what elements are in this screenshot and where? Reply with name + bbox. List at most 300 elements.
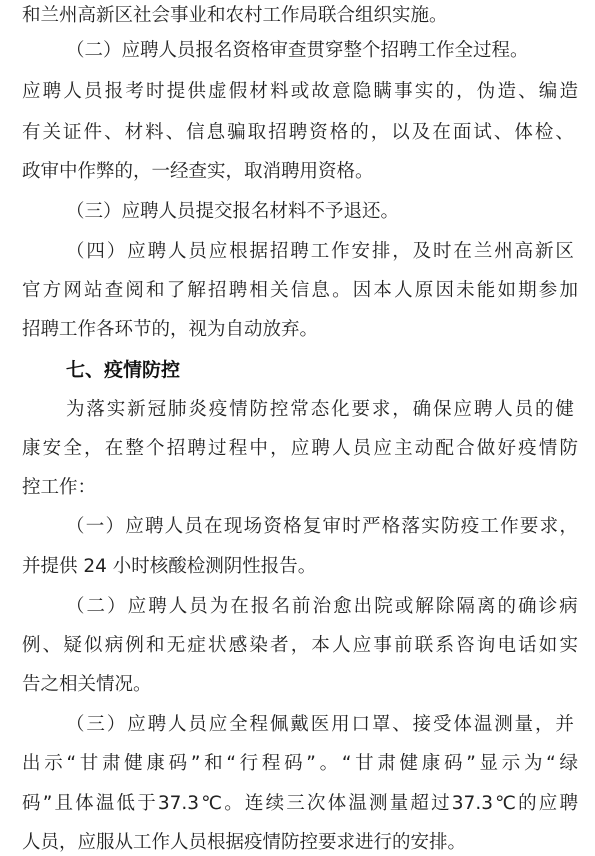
text-glyph: 解 <box>187 280 206 301</box>
text-glyph: 为 <box>209 596 229 617</box>
text-glyph: 在 <box>204 516 223 537</box>
text-glyph: 实 <box>414 81 434 102</box>
paragraph-line <box>22 633 578 659</box>
text-glyph: 假 <box>228 81 248 102</box>
text-glyph: 询 <box>476 635 496 656</box>
text-glyph: 人 <box>332 438 351 459</box>
text-glyph: 应 <box>208 714 228 735</box>
text-glyph: 用 <box>331 714 350 735</box>
text-glyph: ， <box>84 438 103 459</box>
text-glyph: 体 <box>327 793 347 814</box>
text-glyph: ， <box>392 399 411 420</box>
text-glyph: 故 <box>311 81 330 102</box>
text-glyph: 落 <box>86 399 105 420</box>
section-heading: 七、疫情防控 <box>66 359 181 381</box>
text-glyph: 人 <box>168 596 188 617</box>
text-glyph: 动 <box>414 438 434 459</box>
text-glyph: 了 <box>166 280 186 301</box>
text-glyph: 意 <box>332 81 351 102</box>
text-glyph: 在 <box>432 122 451 143</box>
text-glyph: 前 <box>394 635 413 656</box>
text-glyph: 严 <box>362 516 381 537</box>
text-glyph: 场 <box>243 516 263 537</box>
text-glyph: 聘 <box>147 714 167 735</box>
paragraph-line <box>66 397 574 423</box>
text-glyph: 控 <box>269 399 289 420</box>
text-glyph: 肃 <box>101 753 121 774</box>
text-glyph: 实 <box>106 399 126 420</box>
text-glyph: 资 <box>263 516 282 537</box>
text-glyph: 愈 <box>333 596 352 617</box>
text-glyph: 在 <box>230 596 249 617</box>
text-glyph: 提 <box>166 81 186 102</box>
text-glyph: 资 <box>309 122 328 143</box>
text-glyph: 求 <box>371 399 391 420</box>
text-glyph: 人 <box>167 241 187 262</box>
text-glyph: 者 <box>270 635 289 656</box>
text-glyph: 佩 <box>269 714 289 735</box>
text-glyph: 格 <box>329 122 349 143</box>
text-glyph: ℃ <box>495 793 516 814</box>
text-glyph: 事 <box>373 635 392 656</box>
text-glyph: 好 <box>497 438 516 459</box>
text-glyph: 个 <box>146 438 165 459</box>
paragraph-line <box>22 751 578 777</box>
text-glyph: ） <box>106 714 126 735</box>
text-glyph: 应 <box>352 635 372 656</box>
text-glyph: 情 <box>538 438 558 459</box>
paragraph-line <box>22 79 578 105</box>
text-glyph: 料 <box>270 81 289 102</box>
text-glyph: 罩 <box>371 714 391 735</box>
text-glyph: 和 <box>146 280 165 301</box>
text-glyph: ， <box>559 516 578 537</box>
text-glyph: 整 <box>125 438 144 459</box>
text-glyph: 州 <box>494 241 513 262</box>
text-glyph: 温 <box>473 714 493 735</box>
text-glyph: 保 <box>433 399 452 420</box>
text-glyph: 如 <box>538 635 558 656</box>
text-glyph: “ <box>66 753 77 774</box>
text-glyph: 或 <box>290 81 310 102</box>
text-glyph: 造 <box>559 81 578 102</box>
paragraph-line <box>22 436 578 462</box>
text-glyph: 参 <box>538 280 558 301</box>
text-glyph: 聘 <box>187 438 206 459</box>
text-glyph: 连 <box>244 793 264 814</box>
text-glyph: 关 <box>270 280 289 301</box>
text-glyph: 低 <box>116 793 136 814</box>
text-glyph: 面 <box>452 122 472 143</box>
paragraph-line <box>66 239 574 265</box>
text-glyph: 应 <box>373 438 392 459</box>
text-glyph: 工 <box>480 516 499 537</box>
text-glyph: 过 <box>208 438 227 459</box>
text-glyph: 招 <box>268 122 287 143</box>
text-glyph: 期 <box>518 280 537 301</box>
text-glyph: 未 <box>456 280 475 301</box>
text-glyph: 解 <box>415 596 434 617</box>
text-glyph: 信 <box>290 280 310 301</box>
text-glyph: 受 <box>433 714 452 735</box>
text-glyph: 隐 <box>352 81 372 102</box>
text-glyph: 和 <box>146 635 165 656</box>
text-glyph: 作 <box>331 241 350 262</box>
text-glyph: 人 <box>332 635 351 656</box>
text-glyph: 应 <box>538 793 558 814</box>
text-glyph: 温 <box>348 793 367 814</box>
text-glyph: 聘 <box>473 399 493 420</box>
text-glyph: 伪 <box>476 81 496 102</box>
text-glyph: 体 <box>514 122 533 143</box>
text-glyph: 聘 <box>228 280 248 301</box>
text-glyph: 应 <box>127 596 147 617</box>
paragraph-line: 人员，应服从工作人员根据疫情防控要求进行的安排。 <box>22 832 467 853</box>
text-glyph: 无 <box>166 635 186 656</box>
text-glyph: 情 <box>229 399 248 420</box>
text-glyph: 兰 <box>473 241 493 262</box>
text-glyph: 康 <box>22 438 41 459</box>
text-glyph: 感 <box>228 635 248 656</box>
text-glyph: 应 <box>453 399 472 420</box>
text-glyph: 出 <box>353 596 373 617</box>
paragraph-line: （三）应聘人员提交报名材料不予退还。 <box>66 201 400 222</box>
text-glyph: 出 <box>22 753 41 774</box>
text-glyph: 人 <box>63 81 82 102</box>
text-glyph: 二 <box>86 596 106 617</box>
text-glyph: 冠 <box>147 399 167 420</box>
text-glyph: 、 <box>518 81 537 102</box>
text-glyph: 聘 <box>148 596 167 617</box>
text-glyph: 量 <box>389 793 409 814</box>
text-glyph: 健 <box>555 399 574 420</box>
text-glyph: 三 <box>86 714 105 735</box>
text-glyph: 隔 <box>456 596 475 617</box>
text-glyph: 材 <box>249 81 268 102</box>
text-glyph: 聘 <box>559 793 578 814</box>
text-glyph: “ <box>546 753 556 774</box>
text-glyph: 一 <box>85 516 105 537</box>
text-glyph: 四 <box>86 241 105 262</box>
text-glyph: 确 <box>412 399 432 420</box>
text-glyph: 现 <box>223 516 243 537</box>
text-glyph: 因 <box>352 280 372 301</box>
text-glyph: 时 <box>433 241 452 262</box>
text-glyph: 报 <box>104 81 124 102</box>
text-glyph: 病 <box>559 596 578 617</box>
text-glyph: 疫 <box>208 399 228 420</box>
text-glyph: 戴 <box>290 714 309 735</box>
text-glyph: 态 <box>310 399 330 420</box>
text-glyph: （ <box>66 714 85 735</box>
text-glyph: 应 <box>127 241 146 262</box>
text-glyph: 方 <box>42 280 62 301</box>
text-glyph: 在 <box>104 438 124 459</box>
text-glyph: 因 <box>435 280 454 301</box>
text-glyph: 聘 <box>290 241 309 262</box>
text-glyph: 料 <box>145 122 164 143</box>
text-glyph: 格 <box>283 516 302 537</box>
text-glyph: 作 <box>500 516 519 537</box>
text-glyph: 造 <box>497 81 516 102</box>
text-glyph: 网 <box>63 280 82 301</box>
text-glyph: 取 <box>247 122 267 143</box>
text-glyph: 码 <box>443 753 463 774</box>
text-glyph: 三 <box>286 793 305 814</box>
text-glyph: 、 <box>392 714 411 735</box>
text-glyph: 证 <box>63 122 82 143</box>
text-glyph: 员 <box>84 81 103 102</box>
text-glyph: ） <box>107 596 126 617</box>
text-glyph: ， <box>270 438 289 459</box>
text-glyph: 超 <box>410 793 429 814</box>
text-glyph: 本 <box>373 280 392 301</box>
text-glyph: 系 <box>435 635 454 656</box>
text-glyph: 防 <box>440 516 460 537</box>
text-glyph: 37.3 <box>157 793 200 814</box>
text-glyph: 示 <box>501 753 521 774</box>
text-glyph: 实 <box>559 635 578 656</box>
text-glyph: 应 <box>208 241 228 262</box>
text-glyph: 的 <box>518 793 537 814</box>
text-glyph: 能 <box>476 280 496 301</box>
text-glyph: ， <box>392 241 411 262</box>
text-glyph: 关 <box>42 122 62 143</box>
text-glyph: 疑 <box>63 635 82 656</box>
text-glyph: 招 <box>208 280 227 301</box>
text-glyph: 有 <box>22 122 41 143</box>
text-glyph: 事 <box>394 81 413 102</box>
text-glyph: 应 <box>22 81 41 102</box>
text-glyph: （ <box>66 596 85 617</box>
text-glyph: 病 <box>104 635 124 656</box>
paragraph-line: 并提供 24 小时核酸检测阴性报告。 <box>22 556 317 577</box>
text-glyph: 康 <box>146 753 165 774</box>
text-glyph: 高 <box>514 241 534 262</box>
text-glyph: 肃 <box>377 753 396 774</box>
text-glyph: 医 <box>310 714 330 735</box>
text-glyph: 加 <box>559 280 578 301</box>
text-glyph: 健 <box>399 753 419 774</box>
paragraph-line: 招聘工作各环节的，视为自动放弃。 <box>22 319 319 340</box>
text-glyph: 过 <box>431 793 450 814</box>
text-glyph: 根 <box>229 241 248 262</box>
text-glyph: ， <box>370 122 390 143</box>
text-glyph: ） <box>106 241 126 262</box>
text-glyph: 电 <box>497 635 516 656</box>
text-glyph: 疫 <box>518 438 537 459</box>
text-glyph: 应 <box>125 516 144 537</box>
text-glyph: 的 <box>534 399 554 420</box>
text-glyph: 名 <box>271 596 290 617</box>
text-glyph: 件 <box>83 122 103 143</box>
paragraph-line <box>66 712 574 738</box>
text-glyph: 聘 <box>42 81 62 102</box>
text-glyph: 审 <box>322 516 342 537</box>
text-glyph: 话 <box>518 635 537 656</box>
paragraph-line <box>22 791 578 817</box>
paragraph-line: 和兰州高新区社会事业和农村工作局联合组织实施。 <box>22 5 448 26</box>
text-glyph: 时 <box>146 81 165 102</box>
text-glyph: 应 <box>290 438 310 459</box>
text-glyph: 聘 <box>288 122 308 143</box>
text-glyph: 阅 <box>125 280 144 301</box>
text-glyph: 体 <box>453 714 472 735</box>
text-glyph: 员 <box>189 596 208 617</box>
text-glyph: “ <box>341 753 352 774</box>
text-glyph: 的 <box>435 81 454 102</box>
text-glyph: 相 <box>249 280 268 301</box>
text-glyph: 瞒 <box>373 81 392 102</box>
text-glyph: 编 <box>538 81 558 102</box>
paragraph-line: （二）应聘人员报名资格审查贯穿整个招聘工作全过程。 <box>66 40 529 61</box>
text-glyph: 体 <box>75 793 94 814</box>
text-glyph: 码 <box>168 753 188 774</box>
text-glyph: 除 <box>435 596 455 617</box>
text-glyph: 。 <box>319 753 339 774</box>
text-glyph: 及 <box>412 241 432 262</box>
text-glyph: ” <box>306 753 316 774</box>
text-glyph: 安 <box>42 438 62 459</box>
text-glyph: 健 <box>124 753 143 774</box>
text-glyph: 和 <box>204 753 223 774</box>
text-glyph: 次 <box>306 793 326 814</box>
text-glyph: 人 <box>494 399 513 420</box>
text-glyph: 示 <box>44 753 63 774</box>
text-glyph: 信 <box>186 122 205 143</box>
text-glyph: 量 <box>514 714 534 735</box>
text-glyph: 检 <box>534 122 554 143</box>
text-glyph: 咨 <box>456 635 475 656</box>
text-glyph: 做 <box>476 438 496 459</box>
text-glyph: 测 <box>369 793 388 814</box>
text-glyph: 接 <box>412 714 432 735</box>
text-glyph: 程 <box>228 438 248 459</box>
text-glyph: 例 <box>22 635 41 656</box>
text-glyph: 站 <box>84 280 103 301</box>
text-glyph: 求 <box>539 516 559 537</box>
text-glyph: 院 <box>374 596 393 617</box>
text-glyph: 要 <box>351 399 370 420</box>
text-glyph: 例 <box>125 635 144 656</box>
text-glyph: 以 <box>391 122 410 143</box>
text-glyph: 状 <box>208 635 227 656</box>
text-glyph: 时 <box>342 516 361 537</box>
text-glyph: 绿 <box>559 753 578 774</box>
text-glyph: 显 <box>479 753 499 774</box>
text-glyph: ， <box>456 81 475 102</box>
text-glyph: 康 <box>421 753 441 774</box>
text-glyph: 合 <box>456 438 475 459</box>
text-glyph: 并 <box>555 714 574 735</box>
text-glyph: 口 <box>351 714 370 735</box>
text-glyph: 甘 <box>79 753 99 774</box>
text-glyph: 疫 <box>460 516 480 537</box>
text-glyph: 程 <box>261 753 281 774</box>
paragraph-line <box>22 120 574 146</box>
text-glyph: 人 <box>394 280 413 301</box>
text-glyph: 区 <box>555 241 574 262</box>
text-glyph: ） <box>105 516 124 537</box>
text-glyph: 员 <box>188 714 207 735</box>
text-glyph: 主 <box>394 438 413 459</box>
paragraph-line <box>66 514 578 540</box>
text-glyph: 为 <box>523 753 543 774</box>
text-glyph: 或 <box>394 596 414 617</box>
text-glyph: 官 <box>22 280 41 301</box>
text-glyph: 人 <box>167 714 187 735</box>
text-glyph: 中 <box>249 438 268 459</box>
text-glyph: 全 <box>229 714 248 735</box>
text-glyph: 及 <box>411 122 431 143</box>
text-glyph: 前 <box>292 596 311 617</box>
paragraph-line: 政审中作弊的，一经查实，取消聘用资格。 <box>22 161 374 182</box>
text-glyph: 新 <box>127 399 146 420</box>
text-glyph: 防 <box>559 438 578 459</box>
text-glyph: 考 <box>125 81 144 102</box>
paragraph-line: 控工作： <box>22 477 97 498</box>
text-glyph: 的 <box>497 596 516 617</box>
text-glyph: 肺 <box>167 399 187 420</box>
text-glyph: 报 <box>250 596 270 617</box>
text-glyph: 且 <box>54 793 73 814</box>
text-glyph: 落 <box>401 516 420 537</box>
text-glyph: 招 <box>166 438 186 459</box>
text-glyph: 。 <box>224 793 243 814</box>
text-glyph: ， <box>290 635 310 656</box>
text-glyph: 治 <box>312 596 332 617</box>
text-glyph: （ <box>66 241 85 262</box>
text-glyph: 员 <box>188 241 207 262</box>
text-glyph: 化 <box>331 399 350 420</box>
text-glyph: 查 <box>104 280 124 301</box>
text-glyph: 复 <box>302 516 322 537</box>
text-glyph: 如 <box>497 280 516 301</box>
text-glyph: 行 <box>239 753 259 774</box>
text-glyph: 本 <box>311 635 330 656</box>
text-glyph: 症 <box>187 635 206 656</box>
text-glyph: 聘 <box>144 516 164 537</box>
text-glyph: 材 <box>124 122 144 143</box>
text-glyph: 常 <box>290 399 309 420</box>
text-glyph: 新 <box>534 241 554 262</box>
text-glyph: ” <box>42 793 53 814</box>
text-glyph: 诊 <box>538 596 558 617</box>
text-glyph: 于 <box>137 793 156 814</box>
text-glyph: 原 <box>414 280 434 301</box>
text-glyph: 实 <box>421 516 440 537</box>
text-glyph: 为 <box>66 399 85 420</box>
text-glyph: 员 <box>514 399 534 420</box>
text-glyph: 似 <box>84 635 103 656</box>
text-glyph: 炎 <box>188 399 207 420</box>
text-glyph: “ <box>226 753 236 774</box>
text-glyph: 试 <box>473 122 492 143</box>
text-glyph: 员 <box>352 438 372 459</box>
text-glyph: 、 <box>493 122 513 143</box>
text-glyph: 、 <box>104 122 123 143</box>
text-glyph: 。 <box>332 280 351 301</box>
text-glyph: 、 <box>42 635 62 656</box>
text-glyph: 聘 <box>147 241 167 262</box>
text-glyph: ” <box>466 753 476 774</box>
text-glyph: 续 <box>265 793 285 814</box>
text-glyph: 人 <box>164 516 184 537</box>
text-glyph: 、 <box>165 122 185 143</box>
text-glyph: 安 <box>351 241 370 262</box>
text-glyph: （ <box>66 516 85 537</box>
text-glyph: 码 <box>284 753 303 774</box>
